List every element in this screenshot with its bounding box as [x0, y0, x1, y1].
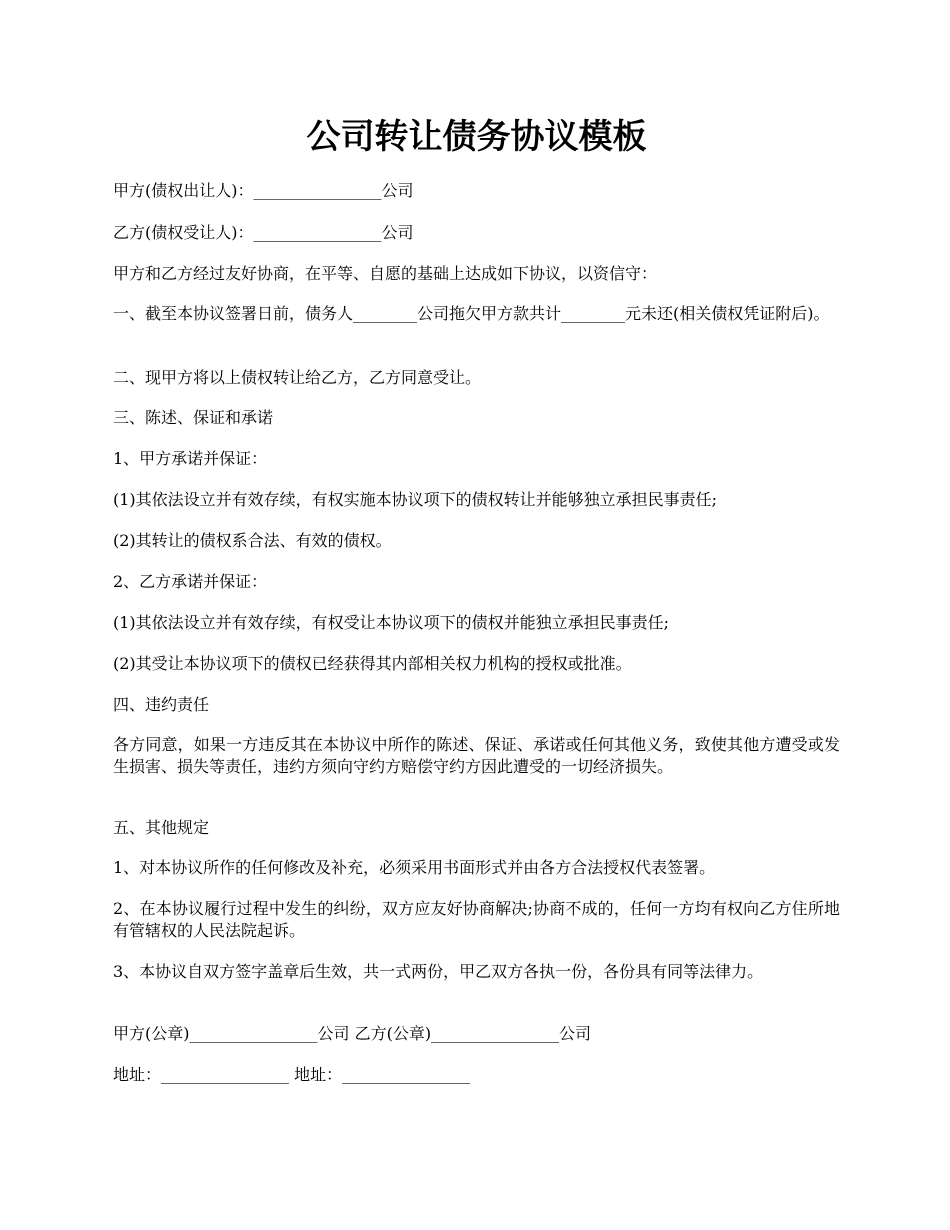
party-b-promise-2: (2)其受让本协议项下的债权已经获得其内部相关权力机构的授权或批准。 — [113, 654, 632, 673]
document-title: 公司转让债务协议模板 — [306, 117, 647, 157]
party-a-promise-heading: 1、甲方承诺并保证： — [113, 449, 268, 468]
other-rule-3: 3、本协议自双方签字盖章后生效，共一式两份，甲乙双方各执一份，各份具有同等法律力。 — [113, 962, 764, 981]
party-b-line: 乙方(债权受让人)：________________公司 — [113, 223, 414, 242]
intro-paragraph: 甲方和乙方经过友好协商，在平等、自愿的基础上达成如下协议，以资信守： — [113, 264, 658, 283]
address-line: 地址：________________ 地址：________________ — [113, 1065, 471, 1084]
seal-line: 甲方(公章)________________公司 乙方(公章)________________公司 — [113, 1024, 592, 1043]
party-a-promise-1: (1)其依法设立并有效存续，有权实施本协议项下的债权转让并能够独立承担民事责任; — [113, 490, 718, 509]
section-4-heading: 四、违约责任 — [113, 695, 210, 714]
other-rule-1: 1、对本协议所作的任何修改及补充，必须采用书面形式并由各方合法授权代表签署。 — [113, 858, 716, 877]
party-b-promise-heading: 2、乙方承诺并保证： — [113, 572, 268, 591]
breach-paragraph: 各方同意，如果一方违反其在本协议中所作的陈述、保证、承诺或任何其他义务，致使其他方遭受或发生损害、损失等责任，违约方须向守约方赔偿守约方因此遭受的一切经济损失。 — [113, 735, 840, 776]
party-b-promise-1: (1)其依法设立并有效存续，有权受让本协议项下的债权并能独立承担民事责任; — [113, 613, 670, 632]
other-rule-2: 2、在本协议履行过程中发生的纠纷，双方应友好协商解决;协商不成的，任何一方均有权向乙方住所地有管辖权的人民法院起诉。 — [113, 899, 840, 940]
clause-2: 二、现甲方将以上债权转让给乙方，乙方同意受让。 — [113, 368, 482, 387]
section-3-heading: 三、陈述、保证和承诺 — [113, 408, 274, 427]
party-a-line: 甲方(债权出让人)：________________公司 — [113, 181, 414, 200]
section-5-heading: 五、其他规定 — [113, 818, 210, 837]
party-a-promise-2: (2)其转让的债权系合法、有效的债权。 — [113, 531, 392, 550]
clause-1: 一、截至本协议签署日前，债务人________公司拖欠甲方款共计________元未还(相关债权凭证附后)。 — [113, 304, 830, 323]
